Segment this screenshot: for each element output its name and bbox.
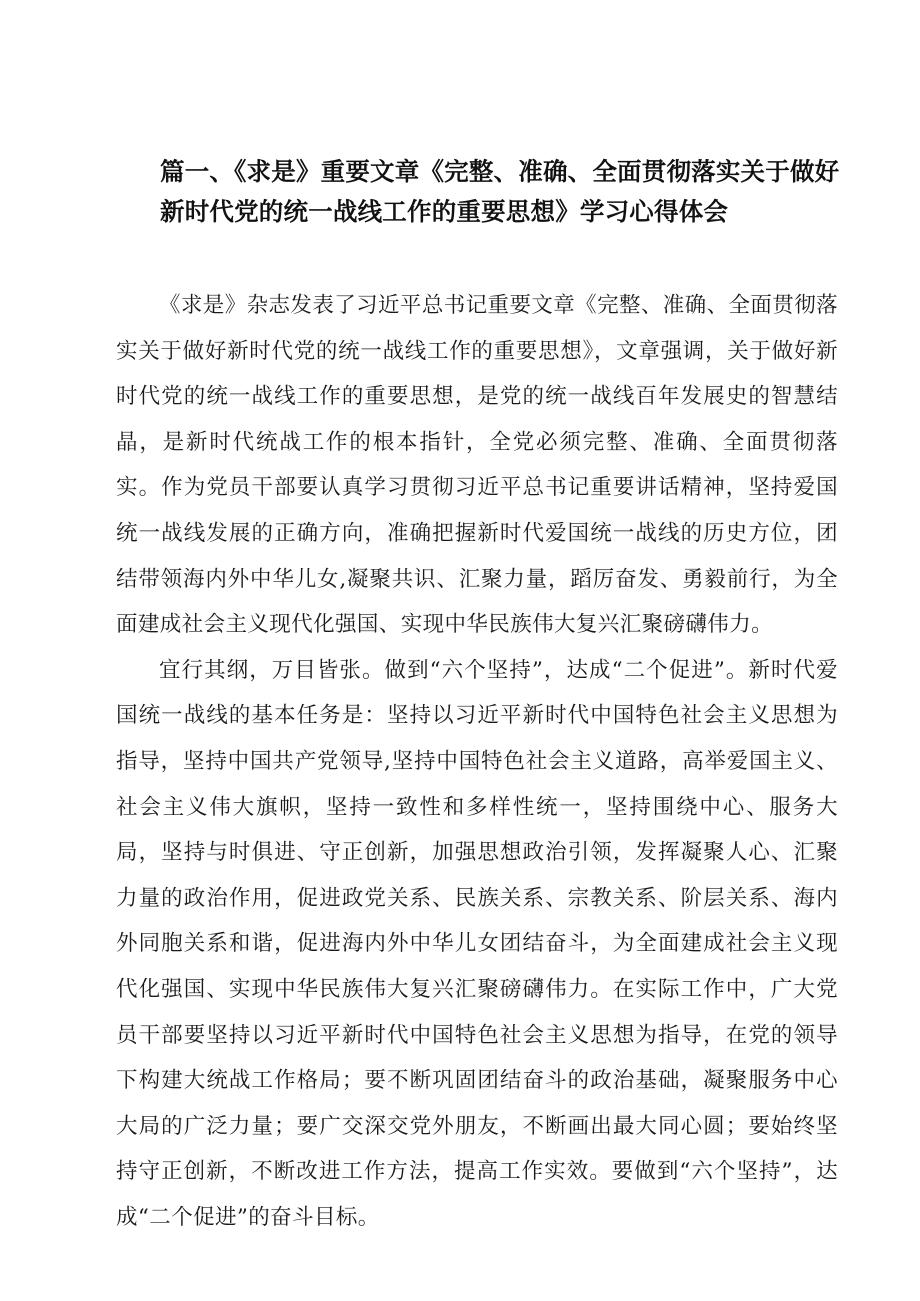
document-title: 篇一、《求是》重要文章《完整、准确、全面贯彻落实关于做好新时代党的统一战线工作的重要思想》学习心得体会 (160, 157, 840, 226)
document-body (116, 283, 838, 1240)
paragraph-2: 宜行其纲，万目皆张。做到“六个坚持”，达成“二个促进”。新时代爱国统一战线的基本任务是：坚持以习近平新时代中国特色社会主义思想为指导，坚持中国共产党领导,坚持中国特色社会主义道路，高举爱国主义、社会主义伟大旗帜，坚持一致性和多样性统一，坚持围绕中心、服务大局，坚持与时俱进、守正创新，加强思想政治引领，发挥凝聚人心、汇聚力量的政治作用，促进政党关系、民族关系、宗教关系、阶层关系、海内外同胞关系和谐，促进海内外中华儿女团结奋斗，为全面建成社会主义现代化强国、实现中华民族伟大复兴汇聚磅礴伟力。在实际工作中，广大党员干部要坚持以习近平新时代中国特色社会主义思想为指导，在党的领导下构建大统战工作格局；要不断巩固团结奋斗的政治基础，凝聚服务中心大局的广泛力量；要广交深交党外朋友，不断画出最大同心圆；要始终坚持守正创新，不断改进工作方法，提高工作实效。要做到“六个坚持”，达成“二个促进”的奋斗目标。 (116, 657, 838, 1230)
paragraph-1: 《求是》杂志发表了习近平总书记重要文章《完整、准确、全面贯彻落实关于做好新时代党的统一战线工作的重要思想》，文章强调，关于做好新时代党的统一战线工作的重要思想，是党的统一战线百年发展史的智慧结晶，是新时代统战工作的根本指针，全党必须完整、准确、全面贯彻落实。作为党员干部要认真学习贯彻习近平总书记重要讲话精神，坚持爱国统一战线发展的正确方向，准确把握新时代爱国统一战线的历史方位，团结带领海内外中华儿女,凝聚共识、汇聚力量，蹈厉奋发、勇毅前行，为全面建成社会主义现代化强国、实现中华民族伟大复兴汇聚磅礴伟力。 (116, 293, 838, 638)
